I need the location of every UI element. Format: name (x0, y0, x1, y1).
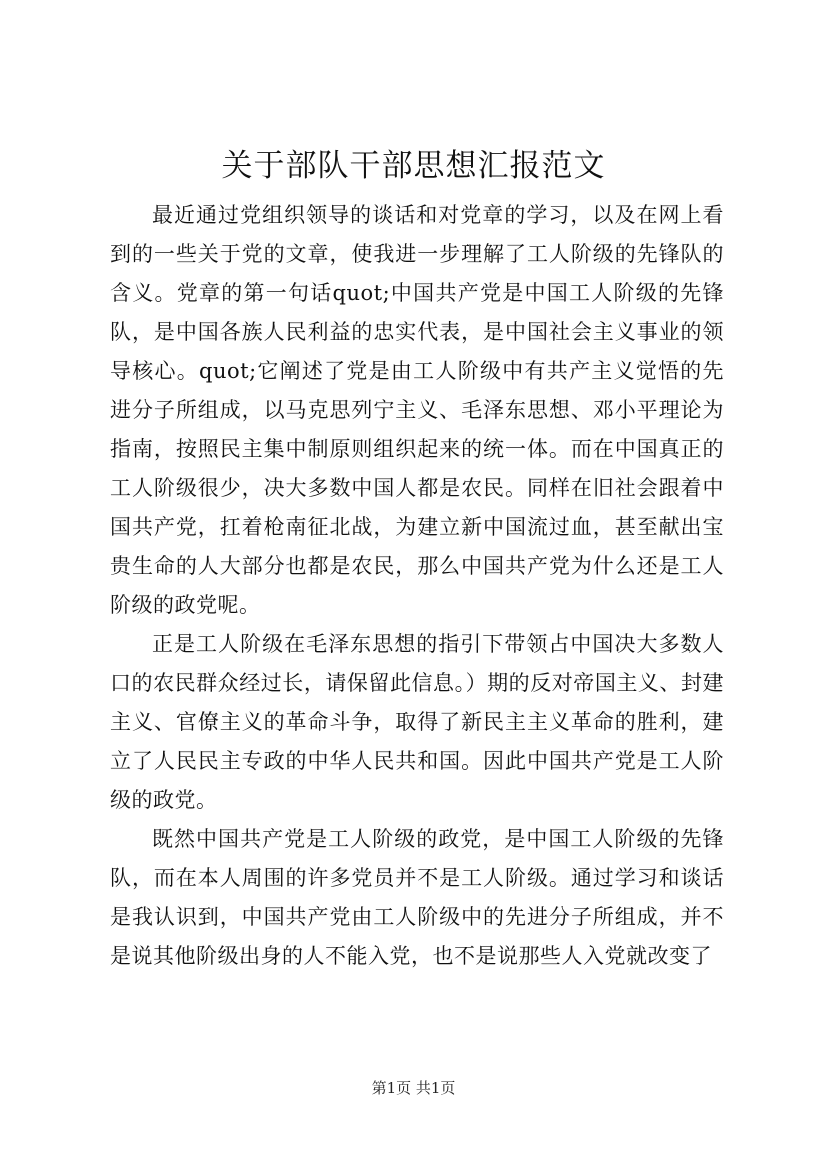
page-footer: 第1页 共1页 (371, 1079, 456, 1097)
document-title: 关于部队干部思想汇报范文 (221, 148, 606, 184)
paragraph-2: 正是工人阶级在毛泽东思想的指引下带领占中国决大多数人口的农民群众经过长，请保留此信息。）期的反对帝国主义、封建主义、官僚主义的革命斗争，取得了新民主主义革命的胜利，建立了人民民主专政的中华人民共和国。因此中国共产党是工人阶级的政党。 (110, 632, 724, 812)
document-body (110, 196, 724, 976)
paragraph-3: 既然中国共产党是工人阶级的政党，是中国工人阶级的先锋队，而在本人周围的许多党员并不是工人阶级。通过学习和谈话是我认识到，中国共产党由工人阶级中的先进分子所组成，并不是说其他阶级出身的人不能入党，也不是说那些人入党就改变了 (110, 827, 724, 968)
paragraph-1: 最近通过党组织领导的谈话和对党章的学习，以及在网上看到的一些关于党的文章，使我进一步理解了工人阶级的先锋队的含义。党章的第一句话quot;中国共产党是中国工人阶级的先锋队，是中国各族人民利益的忠实代表，是中国社会主义事业的领导核心。quot;它阐述了党是由工人阶级中有共产主义觉悟的先进分子所组成，以马克思列宁主义、毛泽东思想、邓小平理论为指南，按照民主集中制原则组织起来的统一体。而在中国真正的工人阶级很少，决大多数中国人都是农民。同样在旧社会跟着中国共产党，扛着枪南征北战，为建立新中国流过血，甚至献出宝贵生命的人大部分也都是农民，那么中国共产党为什么还是工人阶级的政党呢。 (110, 203, 724, 617)
